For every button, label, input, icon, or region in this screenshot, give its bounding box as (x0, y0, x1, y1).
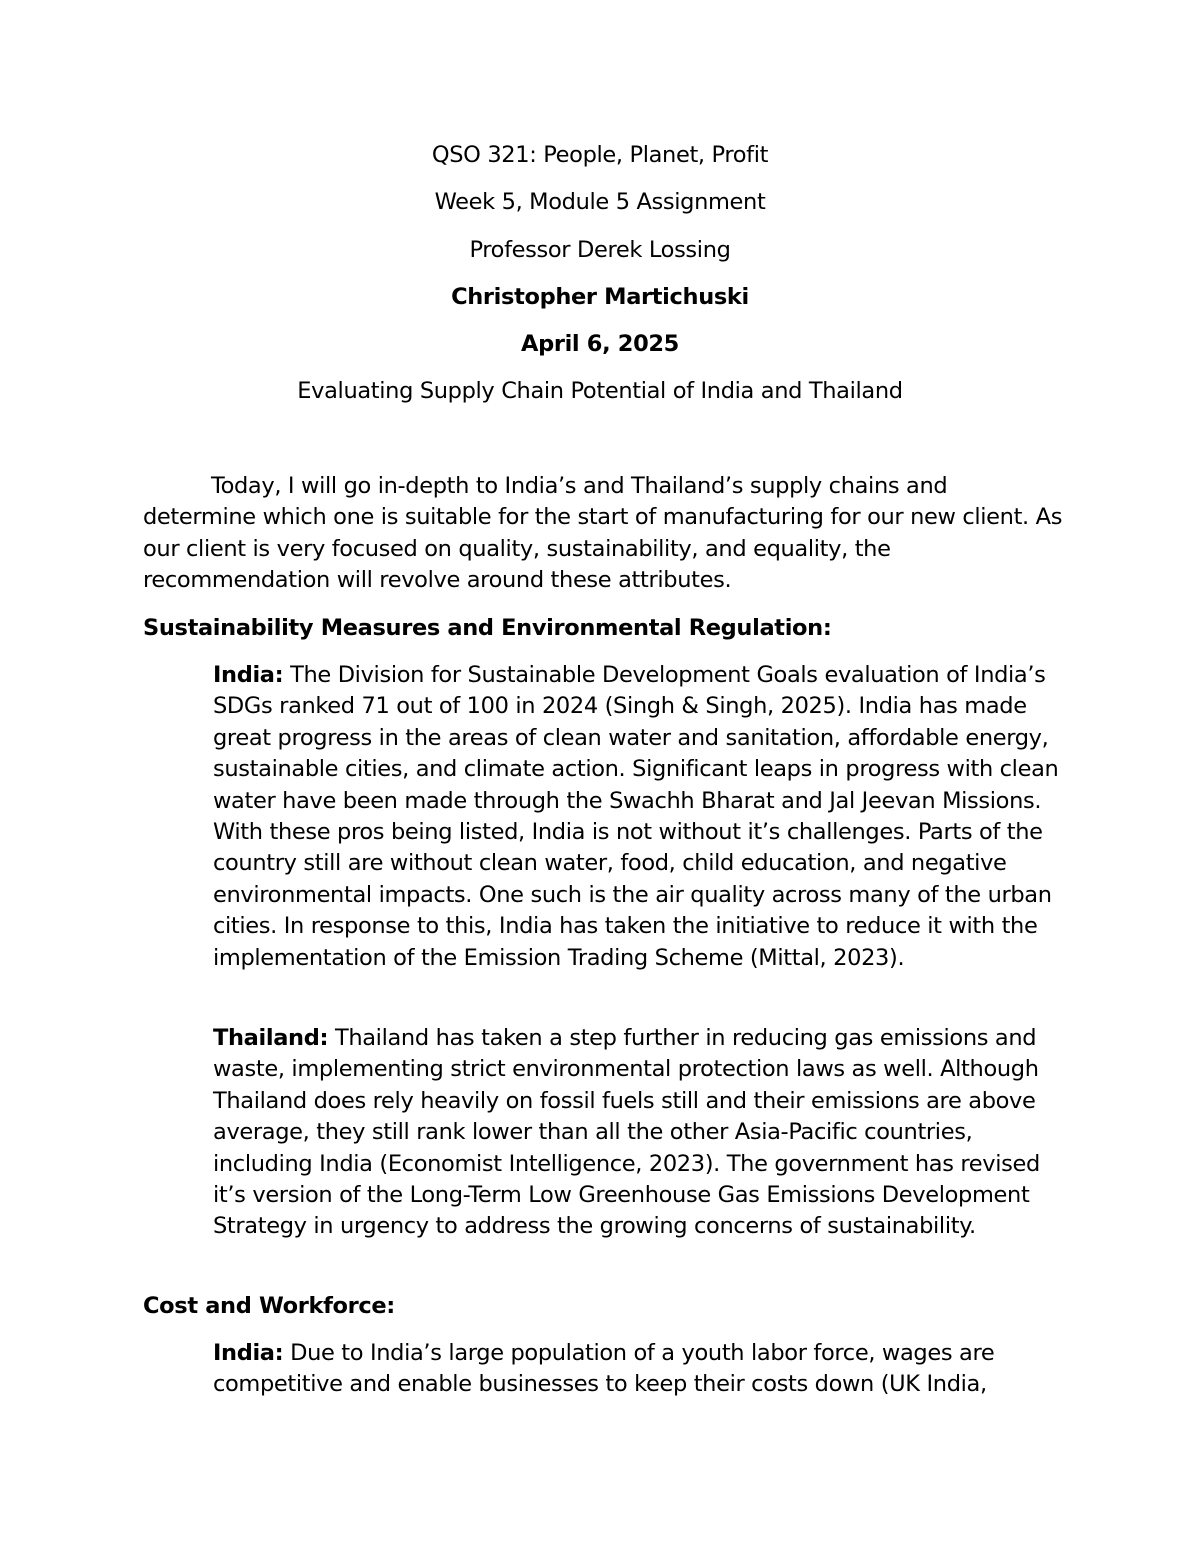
paragraph-sustainability-india (213, 660, 1063, 974)
paragraph-cost-india (213, 1338, 1063, 1401)
country-label-india: India: (213, 1340, 284, 1366)
section-heading-cost: Cost and Workforce: (143, 1293, 395, 1319)
intro-paragraph: Today, I will go in-depth to India’s and Thailand’s supply chains and determine which one is suitable for the start of manufacturing for our new client. As our client is very focused on quality, sustainability, and equality, the recommendation will revolve around these attributes. (143, 473, 1063, 594)
paragraph-text: The Division for Sustainable Development Goals evaluation of India’s SDGs ranked 71 out of 100 in 2024 (Singh & Singh, 2025). India has made great progress in the areas of clean water and sanitation, affordable energy, sustainable cities, and climate action. Significant leaps in progress with clean water have been made through the Swachh Bharat and Jal Jeevan Missions. With these pros being listed, India is not without it’s challenges. Parts of the country still are without clean water, food, child education, and negative environmental impacts. One such is the air quality across many of the urban cities. In response to this, India has taken the initiative to reduce it with the implementation of the Emission Trading Scheme (Mittal, 2023). (213, 662, 1059, 971)
document-date: April 6, 2025 (521, 331, 679, 357)
paragraph-sustainability-thailand (213, 1023, 1063, 1243)
course-title: QSO 321: People, Planet, Profit (431, 142, 769, 168)
country-label-thailand: Thailand: (213, 1025, 329, 1051)
author-name: Christopher Martichuski (451, 284, 749, 310)
paragraph-text: Thailand has taken a step further in reducing gas emissions and waste, implementing strict environmental protection laws as well. Although Thailand does rely heavily on fossil fuels still and their emissions are above average, they still rank lower than all the other Asia-Pacific countries, including India (Economist Intelligence, 2023). The government has revised it’s version of the Long-Term Low Greenhouse Gas Emissions Development Strategy in urgency to address the growing concerns of sustainability. (213, 1025, 1040, 1240)
assignment-title: Week 5, Module 5 Assignment (434, 189, 766, 215)
document-title: Evaluating Supply Chain Potential of India and Thailand (297, 378, 903, 404)
section-heading-sustainability: Sustainability Measures and Environmental Regulation: (143, 615, 832, 641)
professor-name: Professor Derek Lossing (469, 237, 731, 263)
paragraph-text: Due to India’s large population of a youth labor force, wages are competitive and enable businesses to keep their costs down (UK India, (213, 1340, 995, 1398)
country-label-india: India: (213, 662, 284, 688)
